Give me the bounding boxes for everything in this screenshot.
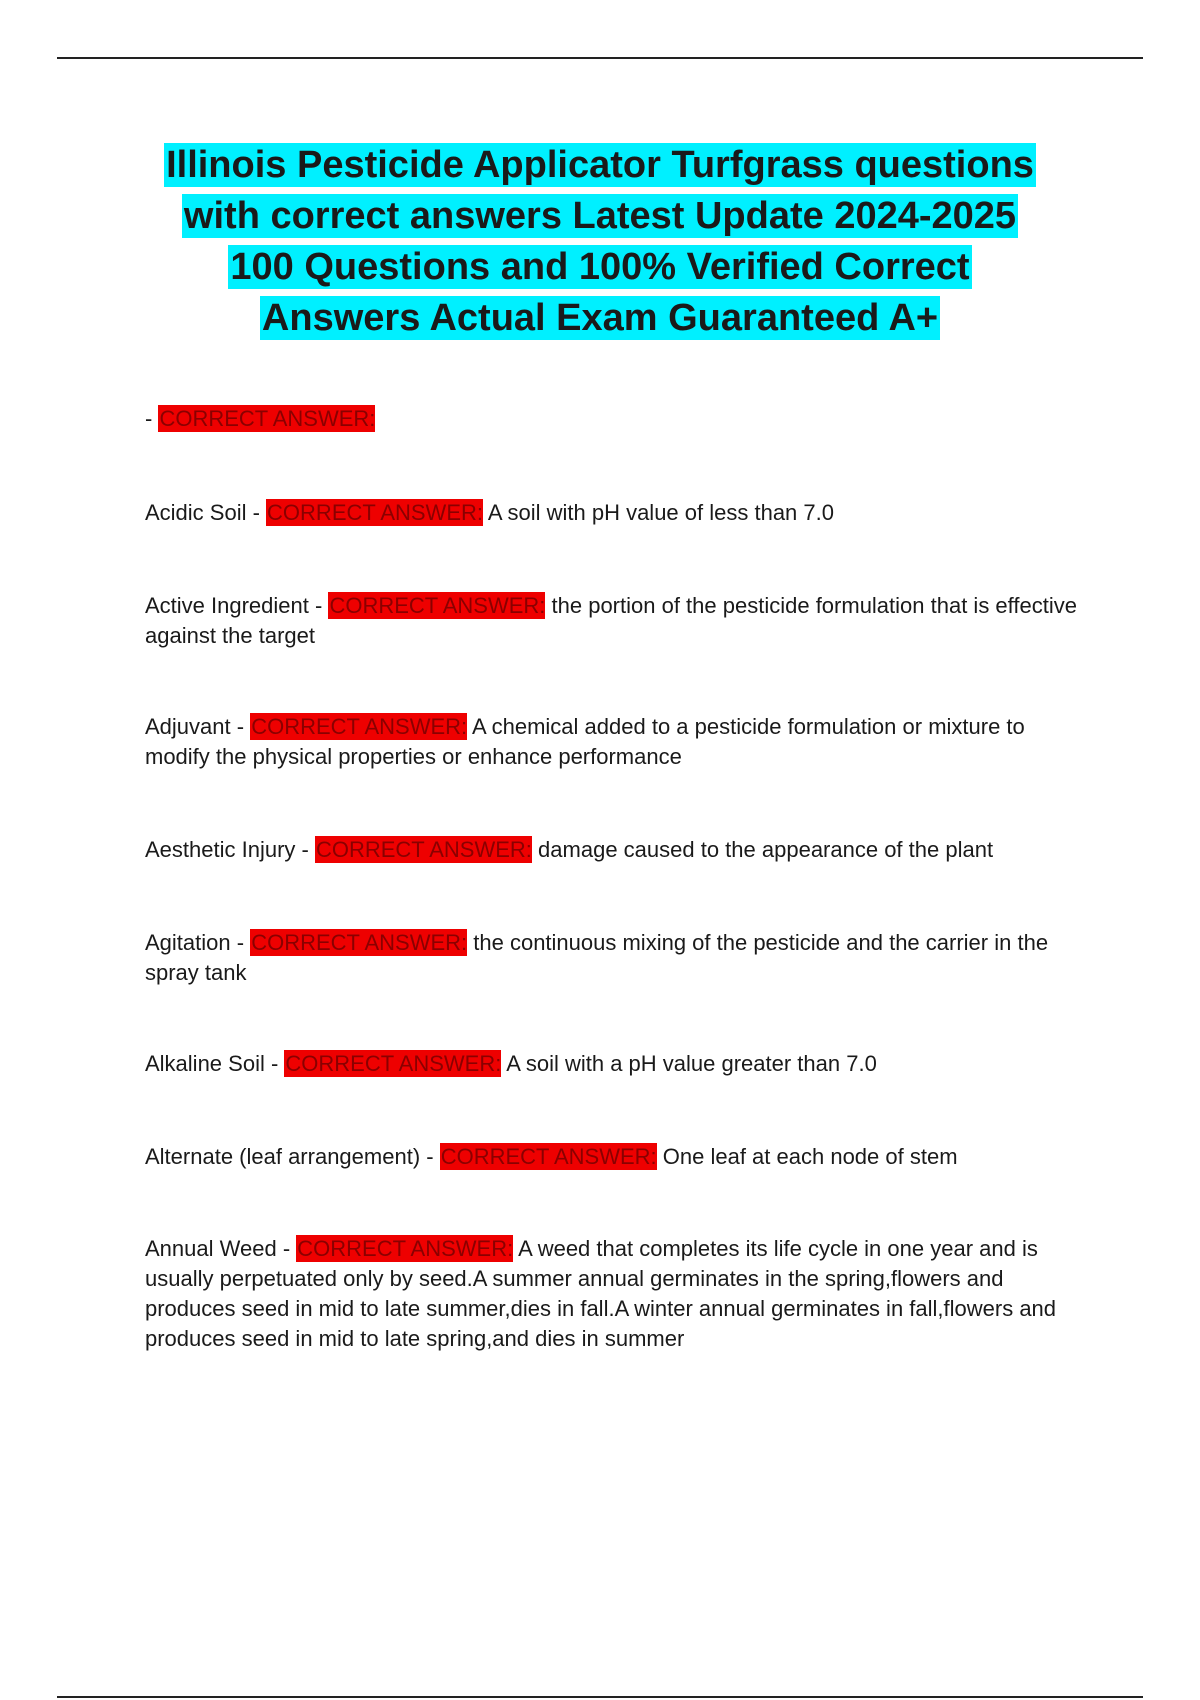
entry-separator: - (264, 1051, 285, 1076)
bottom-rule (57, 1696, 1143, 1698)
entry-term: Annual Weed (145, 1236, 277, 1261)
entry-separator: - (230, 930, 251, 955)
entry-term: Active Ingredient (145, 593, 309, 618)
top-rule (57, 57, 1143, 59)
entry-term: Agitation (145, 930, 231, 955)
list-item (145, 928, 1095, 988)
entry-separator: - (308, 593, 329, 618)
correct-answer-badge: CORRECT ANSWER: (251, 930, 468, 955)
entry-definition: A soil with a pH value greater than 7.0 (506, 1051, 877, 1076)
entry-definition: One leaf at each node of stem (662, 1144, 958, 1169)
entry-definition: A soil with pH value of less than 7.0 (487, 500, 834, 525)
entry-definition: damage caused to the appearance of the plant (538, 837, 994, 862)
entry-term: Alternate (leaf arrangement) (145, 1144, 421, 1169)
correct-answer-badge: CORRECT ANSWER: (297, 1236, 514, 1261)
list-item (145, 1234, 1095, 1354)
entry-term: Alkaline Soil (145, 1051, 265, 1076)
document-title (100, 140, 1100, 344)
correct-answer-badge: CORRECT ANSWER: (440, 1144, 657, 1169)
title-line-3: 100 Questions and 100% Verified Correct (230, 246, 970, 288)
entry-separator: - (295, 837, 315, 862)
entry-separator: - (230, 714, 251, 739)
correct-answer-badge: CORRECT ANSWER: (267, 500, 483, 525)
entry-term: Adjuvant (145, 714, 231, 739)
entry-separator: - (246, 500, 267, 525)
title-line-2: with correct answers Latest Update 2024-2025 (183, 195, 1017, 237)
entry-definition: the continuous mixing of the pesticide and the carrier in the spray tank (145, 930, 1049, 985)
list-item (145, 591, 1095, 651)
correct-answer-badge: CORRECT ANSWER: (159, 406, 376, 431)
entry-term: Aesthetic Injury (145, 837, 296, 862)
list-item (145, 404, 1095, 434)
list-item (145, 835, 1095, 865)
list-item (145, 498, 1095, 528)
entry-separator: - (276, 1236, 297, 1261)
list-item (145, 1142, 1095, 1172)
entry-definition: A weed that completes its life cycle in one year and is usually perpetuated only by seed.A summer annual germinates in the spring,flowers and produces seed in mid to late summer,dies in fall.A winter annual germinates in fall,flowers and produces seed in mid to late spring,and dies in summer (145, 1236, 1057, 1351)
correct-answer-badge: CORRECT ANSWER: (329, 593, 546, 618)
entry-definition: the portion of the pesticide formulation that is effective against the target (145, 593, 1077, 648)
correct-answer-badge: CORRECT ANSWER: (315, 837, 532, 862)
entry-definition: A chemical added to a pesticide formulation or mixture to modify the physical properties or enhance performance (145, 714, 1025, 769)
entry-separator: - (145, 406, 159, 431)
entry-separator: - (420, 1144, 440, 1169)
list-item (145, 712, 1095, 772)
list-item (145, 1049, 1095, 1079)
correct-answer-badge: CORRECT ANSWER: (285, 1051, 502, 1076)
entry-term: Acidic Soil (145, 500, 247, 525)
correct-answer-badge: CORRECT ANSWER: (251, 714, 468, 739)
title-line-1: Illinois Pesticide Applicator Turfgrass questions (166, 144, 1034, 186)
title-line-4: Answers Actual Exam Guaranteed A+ (261, 297, 939, 339)
